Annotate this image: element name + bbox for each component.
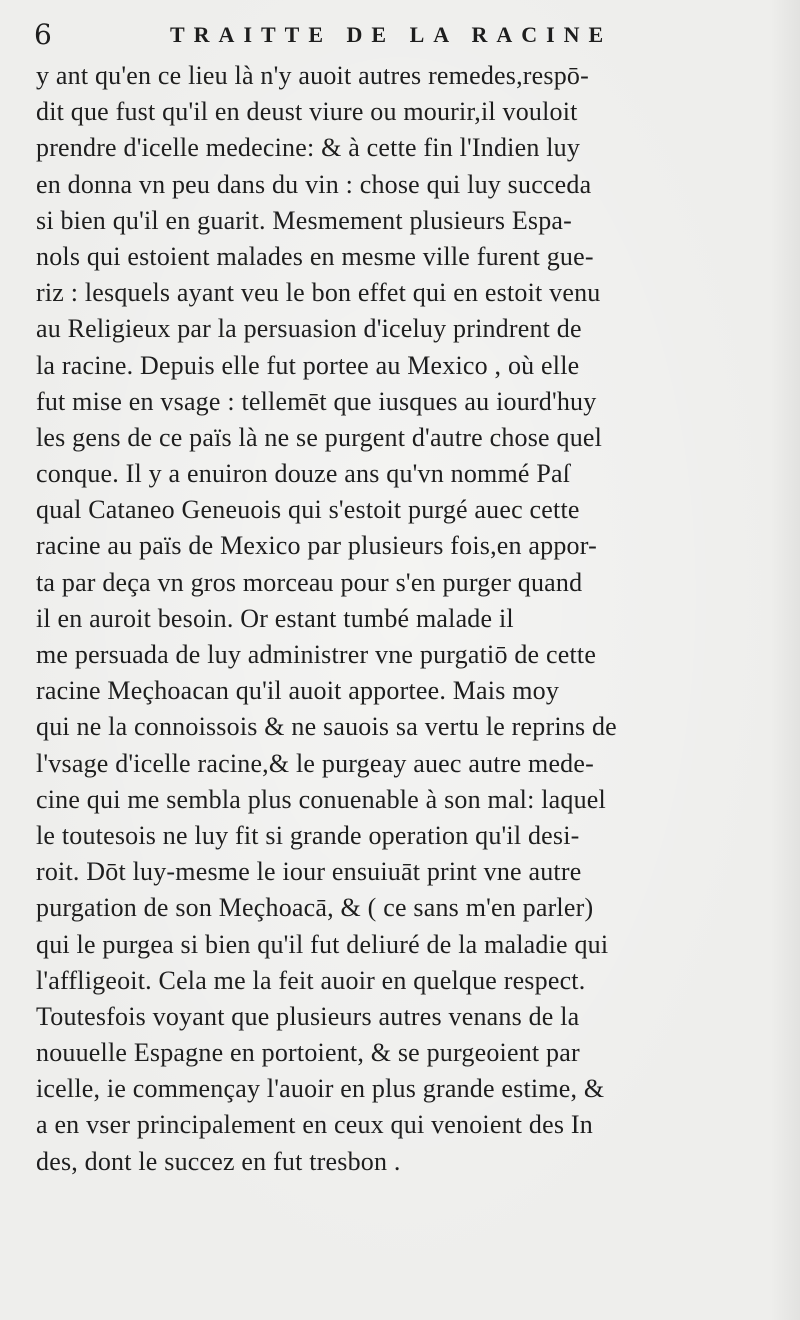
text-line: les gens de ce païs là ne se purgent d'autre chose quel [36,422,603,452]
page-header [30,12,770,52]
text-line: icelle, ie commençay l'auoir en plus grande estime, & [36,1074,605,1104]
text-line: cine qui me sembla plus conuenable à son mal: laquel [36,784,606,814]
text-line: nouuelle Espagne en portoient, & se purgeoient par [36,1038,580,1068]
text-line: qual Cataneo Geneuois qui s'estoit purgé auec cette [36,495,580,525]
text-line: il en auroit besoin. Or estant tumbé malade il [36,603,514,633]
text-line: purgation de son Meçhoacā, & ( ce sans m'en parler) [36,893,594,923]
text-line: qui le purgea si bien qu'il fut deliuré de la maladie qui [36,929,609,959]
text-line: le toutesois ne luy fit si grande operation qu'il desi- [36,820,580,850]
running-head: TRAITTE DE LA RACINE [170,22,613,47]
text-line: racine Meçhoacan qu'il auoit apportee. Mais moy [36,676,560,706]
text-line: conque. Il y a enuiron douze ans qu'vn nommé Paſ [36,459,571,489]
text-line: qui ne la connoissois & ne sauois sa vertu le reprins de [36,712,617,742]
text-line: me persuada de luy administrer vne purgatiō de cette [36,640,597,669]
text-line: Toutesfois voyant que plusieurs autres venans de la [36,1001,580,1031]
body-text [36,58,756,1180]
page-number: 6 [34,18,52,51]
page-edge-shadow [770,0,800,1320]
text-line: fut mise en vsage : tellemēt que iusques au iourd'huy [36,386,597,416]
text-line: a en vser principalement en ceux qui venoient des In [36,1110,593,1140]
text-line: racine au païs de Mexico par plusieurs fois,en appor- [36,531,597,561]
text-line: des, dont le succez en fut tresbon . [36,1146,401,1176]
text-line: nols qui estoient malades en mesme ville furent gue- [36,241,594,271]
text-line: l'affligeoit. Cela me la feit auoir en quelque respect. [36,965,586,995]
text-line: y ant qu'en ce lieu là n'y auoit autres remedes,respō- [36,61,589,90]
text-line: l'vsage d'icelle racine,& le purgeay auec autre mede- [36,748,594,778]
text-line: roit. Dōt luy-mesme le iour ensuiuāt print vne autre [36,857,582,887]
text-line: dit que fust qu'il en deust viure ou mourir,il vouloit [36,97,578,127]
text-line: ta par deça vn gros morceau pour s'en purger quand [36,567,583,597]
text-line: si bien qu'il en guarit. Mesmement plusieurs Espa- [36,205,573,235]
text-line: prendre d'icelle medecine: & à cette fin l'Indien luy [36,133,581,163]
text-line: la racine. Depuis elle fut portee au Mexico , où elle [36,350,580,380]
text-line: au Religieux par la persuasion d'iceluy prindrent de [36,314,582,344]
text-line: en donna vn peu dans du vin : chose qui luy succeda [36,169,592,199]
text-line: riz : lesquels ayant veu le bon effet qui en estoit venu [36,278,601,308]
